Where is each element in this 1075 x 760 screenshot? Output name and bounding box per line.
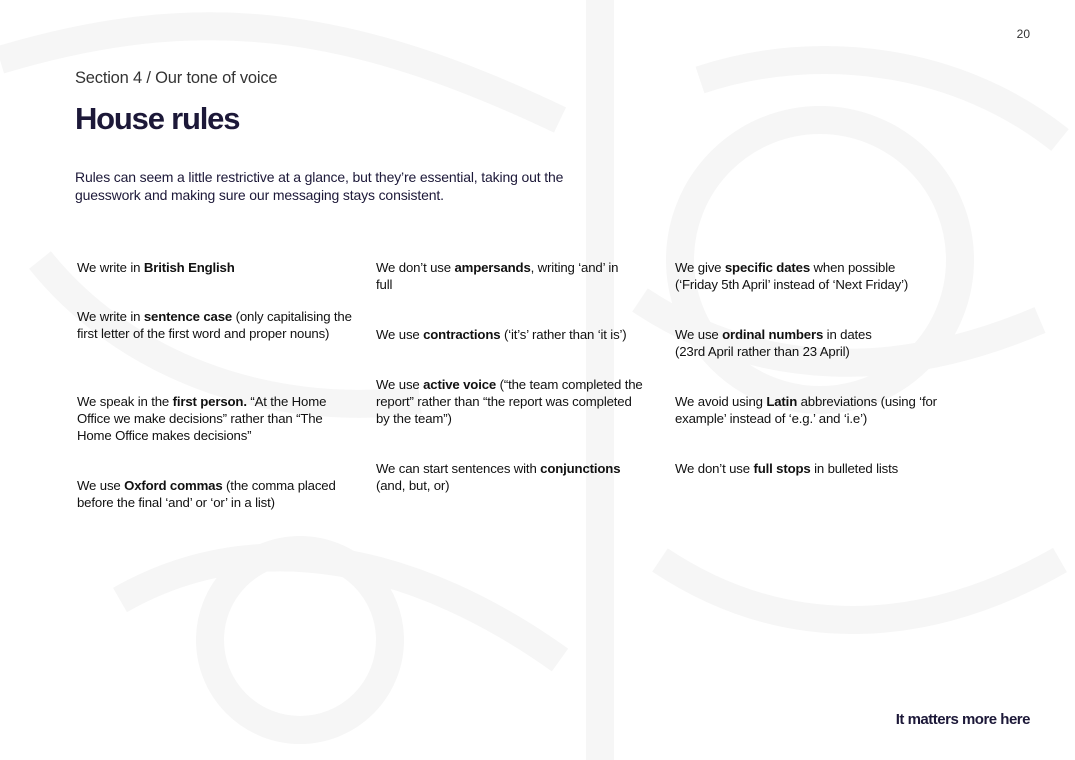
page-title: House rules bbox=[75, 101, 240, 136]
rule-latin-abbreviations: We avoid using Latin abbreviations (using ‘for example’ instead of ‘e.g.’ and ‘i.e’) bbox=[675, 394, 937, 426]
rule-oxford-commas: We use Oxford commas (the comma placed before the final ‘and’ or ‘or’ in a list) bbox=[77, 478, 336, 510]
rule-british-english: We write in British English bbox=[77, 260, 235, 275]
intro-paragraph: Rules can seem a little restrictive at a glance, but they’re essential, taking out the guesswork and making sure our messaging stays consistent. bbox=[75, 169, 564, 203]
rule-full-stops: We don’t use full stops in bulleted lists bbox=[675, 461, 899, 476]
footer-tagline: It matters more here bbox=[895, 711, 1030, 728]
rule-conjunctions: We can start sentences with conjunctions (and, but, or) bbox=[376, 461, 621, 493]
page-number: 20 bbox=[1016, 27, 1030, 41]
rule-ordinal-numbers: We use ordinal numbers in dates (23rd April rather than 23 April) bbox=[675, 327, 872, 359]
rule-specific-dates: We give specific dates when possible (‘Friday 5th April’ instead of ‘Next Friday’) bbox=[675, 260, 909, 292]
rule-active-voice: We use active voice (“the team completed the report” rather than “the report was completed by the team”) bbox=[376, 377, 643, 426]
rule-sentence-case: We write in sentence case (only capitalising the first letter of the first word and proper nouns) bbox=[77, 309, 352, 341]
rule-ampersands: We don’t use ampersands, writing ‘and’ in full bbox=[376, 260, 619, 292]
rule-first-person: We speak in the first person. “At the Home Office we make decisions” rather than “The Home Office makes decisions” bbox=[77, 394, 327, 443]
rule-contractions: We use contractions (‘it’s’ rather than ‘it is’) bbox=[376, 327, 627, 342]
section-label: Section 4 / Our tone of voice bbox=[75, 69, 278, 87]
